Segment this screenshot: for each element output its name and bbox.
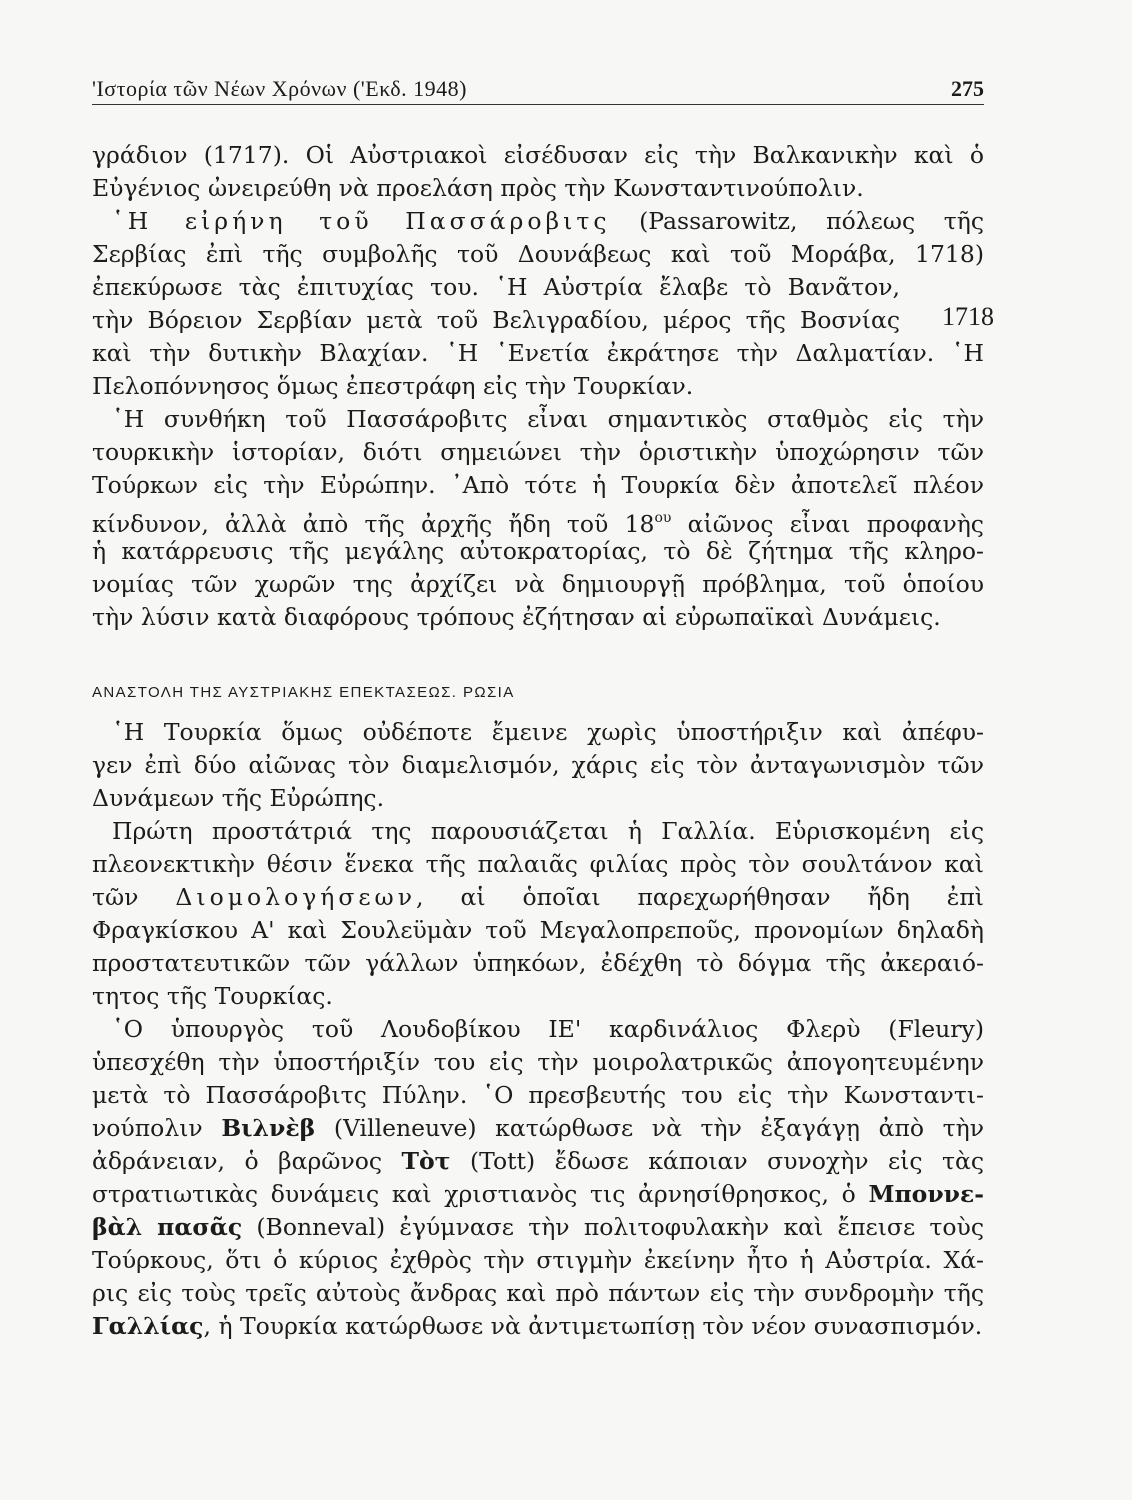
superscript: ου — [654, 510, 672, 526]
line-fragment: κίνδυνον, ἀλλὰ ἀπὸ τῆς ἀρχῆς ἤδη τοῦ 18 — [92, 510, 655, 538]
text-line: Εὐγένιος ὠνειρεύθη νὰ προελάση πρὸς τὴν Κωνσταντινούπολιν. — [92, 174, 864, 202]
line-fragment: νούπολιν — [92, 1114, 222, 1142]
bold-name: Βιλνὲβ — [221, 1114, 316, 1142]
running-title: 'Ιστορία τῶν Νέων Χρόνων ('Εκδ. 1948) — [92, 76, 468, 101]
text-line: πλεονεκτικὴν θέσιν ἕνεκα τῆς παλαιᾶς φιλίας πρὸς τὸν σουλτάνον καὶ — [92, 850, 984, 878]
text-line — [92, 882, 984, 912]
line-fragment: (Villeneuve) κατώρθωσε νὰ τὴν ἐξαγάγῃ ἀπὸ τὴν — [315, 1114, 984, 1142]
text-line: ῾Ο ὑπουργὸς τοῦ Λουδοβίκου ΙΕ' καρδινάλιος Φλερὺ (Fleury) — [112, 1015, 984, 1043]
spaced-phrase: ῾Η εἰρήνη τοῦ Πασσάροβιτς — [112, 207, 611, 235]
text-line: τουρκικὴν ἱστορίαν, διότι σημειώνει τὴν ὁριστικὴν ὑποχώρησιν τῶν — [92, 438, 984, 466]
line-fragment: τῶν — [92, 883, 176, 911]
line-fragment: στρατιωτικὰς δυνάμεις καὶ χριστιανὸς τις ἀρνησίθρησκος, ὁ — [92, 1180, 869, 1208]
text-line: γράδιον (1717). Οἱ Αὐστριακοὶ εἰσέδυσαν εἰς τὴν Βαλκανικὴν καὶ ὁ — [92, 141, 984, 169]
text-line: γεν ἐπὶ δύο αἰῶνας τὸν διαμελισμόν, χάρις εἰς τὸν ἀνταγωνισμὸν τῶν — [92, 751, 984, 779]
bold-name: Τὸτ — [401, 1147, 451, 1175]
text-line: καὶ τὴν δυτικὴν Βλαχίαν. ῾Η ῾Ενετία ἐκράτησε τὴν Δαλματίαν. ῾Η — [92, 339, 984, 367]
text-line: Σερβίας ἐπὶ τῆς συμβολῆς τοῦ Δουνάβεως καὶ τοῦ Μοράβα, 1718) — [92, 240, 984, 268]
margin-year-note: 1718 — [942, 302, 994, 331]
text-line: Τούρκων εἰς τὴν Εὐρώπην. ᾿Απὸ τότε ἡ Τουρκία δὲν ἀποτελεῖ πλέον — [92, 471, 984, 499]
text-line: προστατευτικῶν τῶν γάλλων ὑπηκόων, ἐδέχθη τὸ δόγμα τῆς ἀκεραιό- — [92, 949, 984, 977]
page-number: 275 — [951, 76, 984, 101]
line-fragment: (Bonneval) ἐγύμνασε τὴν πολιτοφυλακὴν καὶ ἔπεισε τοὺς — [242, 1213, 984, 1241]
text-line: Πελοπόννησος ὅμως ἐπεστράφη εἰς τὴν Τουρκίαν. — [92, 372, 694, 400]
text-line: τητος τῆς Τουρκίας. — [92, 982, 333, 1010]
text-line: ρις εἰς τοὺς τρεῖς αὐτοὺς ἄνδρας καὶ πρὸ πάντων εἰς τὴν συνδρομὴν τῆς — [92, 1279, 984, 1307]
text-line: νομίας τῶν χωρῶν της ἀρχίζει νὰ δημιουργῇ πρόβλημα, τοῦ ὁποίου — [92, 570, 984, 598]
text-line: ὑπεσχέθη τὴν ὑποστήριξίν του εἰς τὴν μοιρολατρικῶς ἀπογοητευμένην — [92, 1048, 984, 1076]
line-fragment: αἰῶνος εἶναι προφανὴς — [671, 510, 984, 538]
line-fragment: , ἡ Τουρκία κατώρθωσε νὰ ἀντιμετωπίσῃ τὸν νέον συνασπισμόν. — [203, 1312, 983, 1340]
text-line: ἡ κατάρρευσις τῆς μεγάλης αὐτοκρατορίας, τὸ δὲ ζήτημα τῆς κληρο- — [92, 537, 984, 565]
text-line: Φραγκίσκου Α' καὶ Σουλεϋμὰν τοῦ Μεγαλοπρεποῦς, προνομίων δηλαδὴ — [92, 916, 984, 944]
text-line: τὴν λύσιν κατὰ διαφόρους τρόπους ἐζήτησαν αἱ εὐρωπαϊκαὶ Δυνάμεις. — [92, 603, 941, 631]
text-line — [92, 1113, 984, 1143]
text-line: ῾Η Τουρκία ὅμως οὐδέποτε ἔμεινε χωρὶς ὑποστήριξιν καὶ ἀπέφυ- — [112, 718, 984, 746]
bold-name: Μποννε- — [868, 1180, 984, 1208]
text-line — [92, 1146, 984, 1176]
bold-name: Γαλλίας — [92, 1312, 204, 1340]
text-line: ἐπεκύρωσε τὰς ἐπιτυχίας του. ῾Η Αὐστρία ἔλαβε τὸ Βανᾶτον, — [92, 273, 900, 301]
spaced-phrase: Διομολογήσεων — [175, 883, 417, 911]
text-line — [92, 1212, 984, 1242]
running-header — [92, 74, 984, 105]
text-line: τὴν Βόρειον Σερβίαν μετὰ τοῦ Βελιγραδίου, μέρος τῆς Βοσνίας — [92, 306, 900, 334]
line-fragment: (Tott) ἔδωσε κάποιαν συνοχὴν εἰς τὰς — [450, 1147, 984, 1175]
text-line: Πρώτη προστάτριά της παρουσιάζεται ἡ Γαλλία. Εὑρισκομένη εἰς — [112, 817, 984, 845]
text-line: Τούρκους, ὅτι ὁ κύριος ἐχθρὸς τὴν στιγμὴν ἐκείνην ἦτο ἡ Αὐστρία. Χά- — [92, 1246, 984, 1274]
text-line: μετὰ τὸ Πασσάροβιτς Πύλην. ῾Ο πρεσβευτής του εἰς τὴν Κωνσταντι- — [92, 1081, 984, 1109]
section-heading: ΑΝΑΣΤΟΛΗ ΤΗΣ ΑΥΣΤΡΙΑΚΗΣ ΕΠΕΚΤΑΣΕΩΣ. ΡΩΣΙΑ — [92, 684, 515, 701]
text-line — [92, 503, 984, 539]
text-line — [92, 1179, 984, 1209]
line-fragment: , αἱ ὁποῖαι παρεχωρήθησαν ἤδη ἐπὶ — [416, 883, 985, 911]
text-line — [92, 206, 984, 236]
line-fragment: ἀδράνειαν, ὁ βαρῶνος — [92, 1147, 402, 1175]
line-fragment: (Passarowitz, πόλεως τῆς — [610, 207, 984, 235]
text-line: Δυνάμεων τῆς Εὐρώπης. — [92, 784, 385, 812]
text-line: ῾Η συνθήκη τοῦ Πασσάροβιτς εἶναι σημαντικὸς σταθμὸς εἰς τὴν — [112, 405, 984, 433]
text-line — [92, 1311, 984, 1341]
bold-name: βὰλ πασᾶς — [92, 1213, 243, 1241]
